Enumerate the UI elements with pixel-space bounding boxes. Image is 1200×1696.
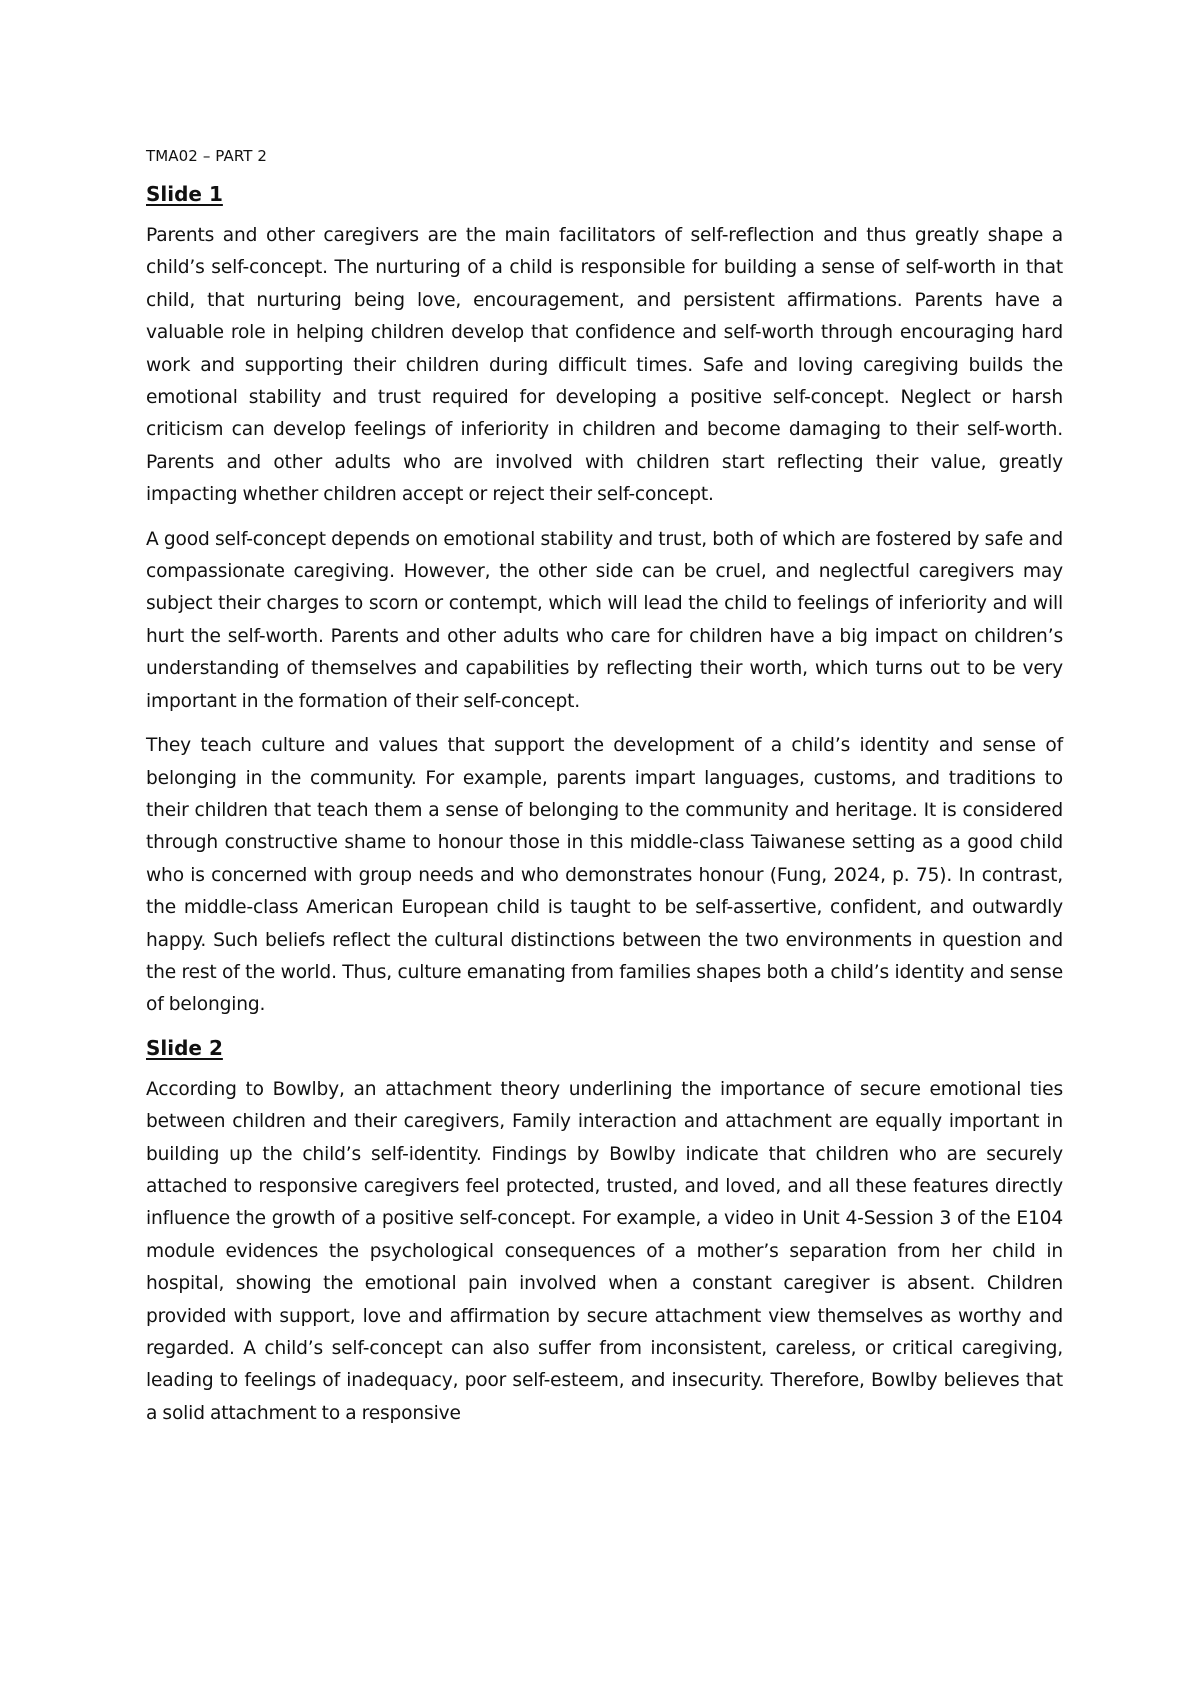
document-body (146, 146, 1063, 1442)
section-heading: Slide 2 (146, 1035, 223, 1060)
document-label: TMA02 – PART 2 (146, 147, 268, 165)
section-slide-1 (146, 180, 1063, 1022)
paragraph: A good self-concept depends on emotional stability and trust, both of which are fostered by safe and compassionate caregiving. However, the other side can be cruel, and neglectful caregivers may subject their charges to scorn or contempt, which will lead the child to feelings of inferiority and will hurt the self-worth. Parents and other adults who care for children have a big impact on children’s understanding of themselves and capabilities by reflecting their worth, which turns out to be very important in the formation of their self-concept. (146, 528, 1063, 712)
section-slide-2 (146, 1034, 1063, 1430)
section-heading: Slide 1 (146, 182, 223, 206)
paragraph: Parents and other caregivers are the main facilitators of self-reflection and thus greatly shape a child’s self-concept. The nurturing of a child is responsible for building a sense of self-worth in that child, that nurturing being love, encouragement, and persistent affirmations. Parents have a valuable role in helping children develop that confidence and self-worth through encouraging hard work and supporting their children during difficult times. Safe and loving caregiving builds the emotional stability and trust required for developing a positive self-concept. Neglect or harsh criticism can develop feelings of inferiority in children and become damaging to their self-worth. Parents and other adults who are involved with children start reflecting their value, greatly impacting whether children accept or reject their self-concept. (146, 225, 1063, 506)
paragraph: They teach culture and values that support the development of a child’s identity and sense of belonging in the community. For example, parents impart languages, customs, and traditions to their children that teach them a sense of belonging to the community and heritage. It is considered through constructive shame to honour those in this middle-class Taiwanese setting as a good child who is concerned with group needs and who demonstrates honour (Fung, 2024, p. 75). In contrast, the middle-class American European child is taught to be self-assertive, confident, and outwardly happy. Such beliefs reflect the cultural distinctions between the two environments in question and the rest of the world. Thus, culture emanating from families shapes both a child’s identity and sense of belonging. (146, 735, 1063, 1016)
paragraph: According to Bowlby, an attachment theory underlining the importance of secure emotional ties between children and their caregivers, Family interaction and attachment are equally important in building up the child’s self-identity. Findings by Bowlby indicate that children who are securely attached to responsive caregivers feel protected, trusted, and loved, and all these features directly influence the growth of a positive self-concept. For example, a video in Unit 4-Session 3 of the E104 module evidences the psychological consequences of a mother’s separation from her child in hospital, showing the emotional pain involved when a constant caregiver is absent. Children provided with support, love and affirmation by secure attachment view themselves as worthy and regarded. A child’s self-concept can also suffer from inconsistent, careless, or critical caregiving, leading to feelings of inadequacy, poor self-esteem, and insecurity. Therefore, Bowlby believes that a solid attachment to a responsive (146, 1078, 1063, 1424)
